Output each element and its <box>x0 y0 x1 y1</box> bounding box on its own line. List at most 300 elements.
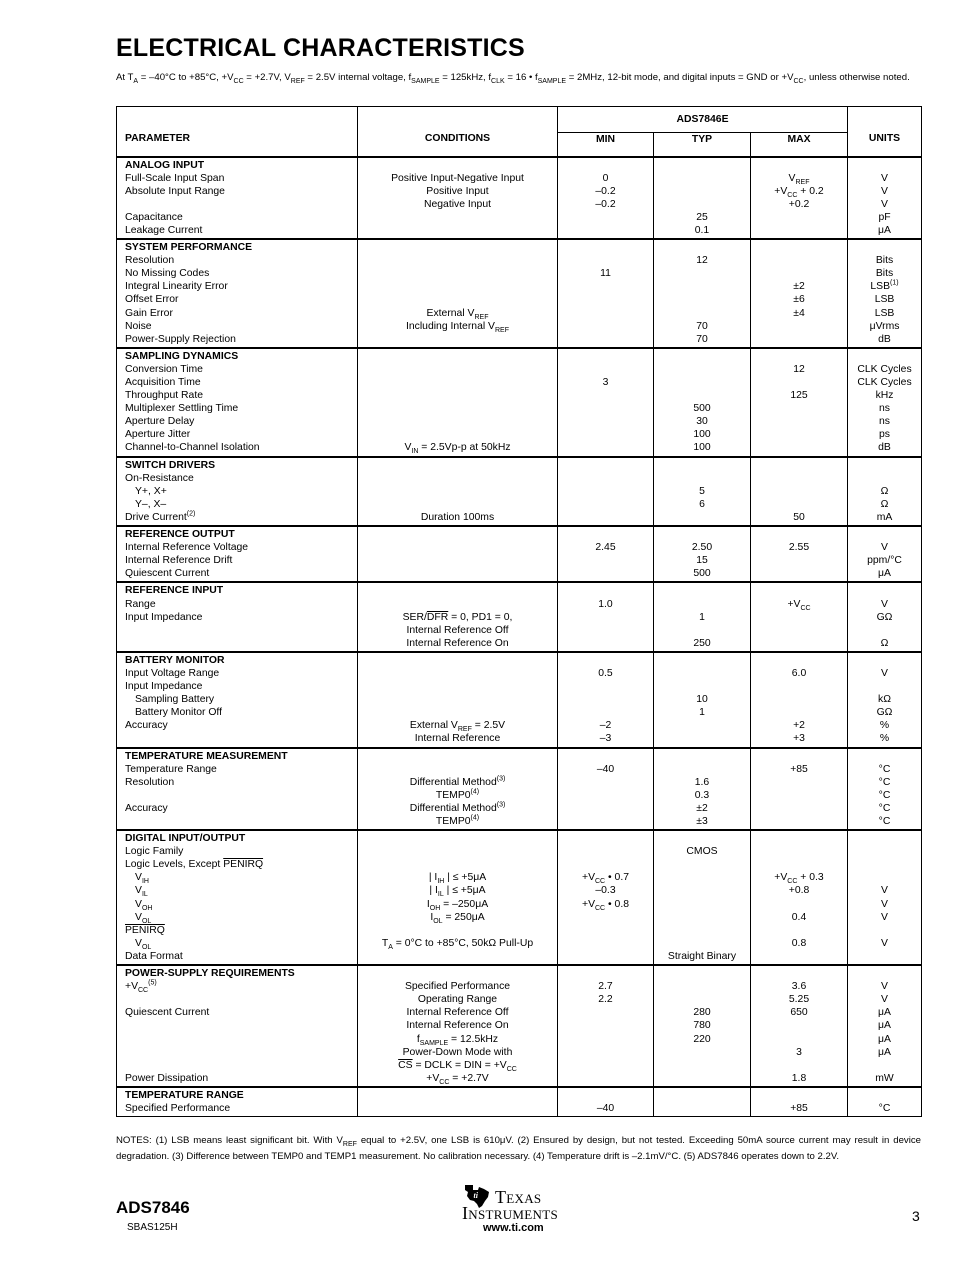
parameter-value <box>117 1019 357 1032</box>
max-cell <box>751 652 848 748</box>
parameter-value: No Missing Codes <box>125 268 210 280</box>
max-cell <box>751 830 848 965</box>
blank-line <box>654 159 750 172</box>
condition-value: Positive Input-Negative Input <box>391 172 524 184</box>
max-value: 12 <box>793 363 805 375</box>
unit-value: V <box>881 172 888 184</box>
parameter-value: Throughput Rate <box>125 390 203 402</box>
parameter-value: Input Impedance <box>125 611 203 623</box>
min-value: 1.0 <box>598 598 613 610</box>
min-value <box>558 280 653 293</box>
unit-value: dB <box>878 442 891 454</box>
typ-value: 250 <box>693 637 711 649</box>
logo-text-line1: TEXAS <box>495 1187 542 1207</box>
condition-value <box>358 211 557 224</box>
blank-line <box>751 528 847 541</box>
unit-cell <box>848 157 922 240</box>
min-value: –40 <box>596 1102 615 1114</box>
min-value: $+V_{CC}$ • 0.7 <box>582 872 629 886</box>
condition-value <box>358 763 557 776</box>
unit-cell <box>848 652 922 748</box>
condition-value <box>358 667 557 680</box>
blank-line <box>654 967 750 980</box>
typ-value: 12 <box>696 255 708 267</box>
blank-line <box>558 584 653 597</box>
max-value <box>751 472 847 485</box>
max-cell <box>751 526 848 582</box>
unit-value: μVrms <box>869 320 900 332</box>
blank-line <box>848 350 921 363</box>
typ-value <box>654 858 750 871</box>
typ-value: 70 <box>696 320 708 332</box>
condition-value <box>358 693 557 706</box>
max-value: $+V_{CC} + 0.3$ <box>774 872 824 886</box>
unit-value: μA <box>878 1046 891 1058</box>
min-value: 3 <box>602 377 609 388</box>
page-title: ELECTRICAL CHARACTERISTICS <box>116 34 525 62</box>
typ-value: ±2 <box>696 802 708 814</box>
unit-value <box>848 924 921 937</box>
typ-value: 100 <box>693 442 711 454</box>
min-value <box>558 776 653 789</box>
min-value: 2.45 <box>595 542 616 554</box>
parameter-value: $V_{IL}$ <box>135 885 148 899</box>
unit-cell <box>848 748 922 831</box>
max-value <box>751 402 847 415</box>
max-value <box>751 802 847 815</box>
condition-cell <box>358 830 558 965</box>
parameter-value: Leakage Current <box>125 224 203 236</box>
parameter-value: Gain Error <box>125 307 173 319</box>
condition-cell <box>358 748 558 831</box>
parameter-cell <box>117 1087 358 1117</box>
unit-value: ns <box>879 403 890 415</box>
blank-line <box>358 241 557 254</box>
condition-value <box>358 402 557 415</box>
unit-value: μA <box>878 1033 891 1045</box>
parameter-cell <box>117 526 358 582</box>
min-value <box>558 950 653 963</box>
typ-value <box>654 763 750 776</box>
blank-line <box>558 459 653 472</box>
min-value: –0.2 <box>595 185 616 197</box>
blank-line <box>358 832 557 845</box>
unit-cell <box>848 965 922 1087</box>
min-header: MIN <box>558 132 654 157</box>
parameter-value: Specified Performance <box>125 1102 231 1114</box>
max-value <box>751 637 847 650</box>
min-cell <box>558 965 654 1087</box>
section-digital-input-output <box>117 830 922 965</box>
blank-line <box>654 750 750 763</box>
logo-text-line2: INSTRUMENTS <box>462 1203 558 1223</box>
unit-cell <box>848 348 922 457</box>
typ-value <box>654 884 750 897</box>
typ-value: 5 <box>699 485 705 497</box>
parameter-value: PENIRQ <box>125 924 165 936</box>
parameter-value: Power-Supply Rejection <box>125 333 236 345</box>
blank-line <box>751 967 847 980</box>
condition-value <box>358 280 557 293</box>
condition-cell <box>358 965 558 1087</box>
min-value <box>558 858 653 871</box>
condition-value: $T_A = 0^\circ C$ to +85°C, 50kΩ Pull-Up <box>381 937 534 951</box>
section-power-supply-requirements <box>117 965 922 1087</box>
typ-value <box>654 267 750 280</box>
conditions-header: CONDITIONS <box>358 132 558 157</box>
unit-value: GΩ <box>876 611 893 623</box>
min-value <box>558 402 653 415</box>
blank-line <box>751 1089 847 1102</box>
min-value <box>558 937 653 950</box>
blank-line <box>848 459 921 472</box>
part-number: ADS7846 <box>116 1198 190 1217</box>
section-row <box>117 348 922 457</box>
condition-value <box>358 333 557 346</box>
parameter-value <box>117 789 357 802</box>
max-value <box>751 1019 847 1032</box>
typ-value: 500 <box>693 403 711 415</box>
typ-cell <box>654 965 751 1087</box>
max-value <box>751 776 847 789</box>
parameter-value <box>117 1033 357 1046</box>
typ-value: 1 <box>699 707 705 719</box>
typ-value <box>654 980 750 993</box>
unit-value: V <box>881 898 888 910</box>
section-row <box>117 157 922 240</box>
blank-line <box>558 241 653 254</box>
typ-value: 280 <box>693 1007 711 1019</box>
condition-cell <box>358 652 558 748</box>
typ-value <box>654 624 750 637</box>
unit-value: °C <box>878 789 891 801</box>
min-value <box>558 637 653 650</box>
blank-line <box>654 1089 750 1102</box>
typ-value: 1 <box>699 611 705 623</box>
condition-value: External $V_{REF} = 2.5V$ <box>409 720 506 734</box>
unit-value: °C <box>878 1102 891 1114</box>
max-value <box>751 320 847 333</box>
blank-line <box>358 159 557 172</box>
min-value <box>558 1006 653 1019</box>
condition-value: | $I_{IH}$ | ≤ +5μA <box>428 872 487 886</box>
parameter-value: Internal Reference Drift <box>125 555 233 567</box>
condition-cell <box>358 582 558 651</box>
parameter-value: Multiplexer Settling Time <box>125 403 239 415</box>
condition-value: External $V_{REF}$ <box>426 307 489 321</box>
header-spacer <box>358 107 558 133</box>
website-url: www.ti.com <box>483 1222 544 1234</box>
parameter-value: Range <box>125 598 156 610</box>
typ-cell <box>654 457 751 526</box>
min-cell <box>558 457 654 526</box>
condition-value <box>358 598 557 611</box>
section-switch-drivers <box>117 457 922 526</box>
max-value <box>751 567 847 580</box>
typ-value: 0.3 <box>694 789 710 801</box>
blank-line <box>848 1089 921 1102</box>
unit-value: Bits <box>875 255 894 267</box>
unit-value: CLK Cycles <box>857 363 912 375</box>
unit-value: °C <box>878 802 891 814</box>
parameter-value: Drive Current$^{(2)}$ <box>125 510 196 523</box>
section-header: SYSTEM PERFORMANCE <box>125 242 253 254</box>
parameter-value: Logic Family <box>125 846 184 858</box>
min-cell <box>558 157 654 240</box>
parameter-value: Channel-to-Channel Isolation <box>125 442 260 454</box>
max-cell <box>751 157 848 240</box>
unit-value <box>848 680 921 693</box>
blank-line <box>558 654 653 667</box>
typ-value <box>654 376 750 389</box>
typ-value: Straight Binary <box>667 950 737 962</box>
unit-value <box>848 472 921 485</box>
typ-value <box>654 924 750 937</box>
condition-value <box>358 254 557 267</box>
condition-value: Internal Reference On <box>406 1020 509 1032</box>
unit-cell <box>848 239 922 348</box>
parameter-value: $V_{OL}$ <box>135 937 152 951</box>
max-header: MAX <box>751 132 848 157</box>
section-temperature-measurement <box>117 748 922 831</box>
section-reference-input <box>117 582 922 651</box>
unit-cell <box>848 1087 922 1117</box>
max-value <box>751 693 847 706</box>
min-value: –3 <box>599 733 612 745</box>
svg-text:ti: ti <box>473 1191 478 1200</box>
max-cell <box>751 1087 848 1117</box>
unit-value: Ω <box>880 498 889 510</box>
min-value <box>558 485 653 498</box>
max-value: 1.8 <box>791 1072 807 1084</box>
blank-line <box>358 967 557 980</box>
parameter-value: Capacitance <box>125 211 183 223</box>
unit-value: dB <box>878 333 891 345</box>
max-value: ±2 <box>793 281 805 293</box>
typ-cell <box>654 582 751 651</box>
typ-value <box>654 185 750 198</box>
parameter-value <box>117 1059 357 1072</box>
max-value <box>751 485 847 498</box>
blank-line <box>558 528 653 541</box>
section-header: REFERENCE INPUT <box>125 585 224 597</box>
unit-value <box>848 845 921 858</box>
blank-line <box>358 459 557 472</box>
blank-line <box>848 832 921 845</box>
typ-value <box>654 363 750 376</box>
parameter-value: Sampling Battery <box>135 694 215 706</box>
unit-value: GΩ <box>876 707 893 719</box>
condition-value <box>358 541 557 554</box>
min-cell <box>558 239 654 348</box>
parameter-value: Noise <box>125 320 152 332</box>
condition-value: $I_{OH} = -250\mu A$ <box>426 898 489 912</box>
max-value <box>751 624 847 637</box>
parameter-value: $V_{OH}$ <box>135 898 153 912</box>
max-value <box>751 254 847 267</box>
unit-value: V <box>881 911 888 923</box>
condition-value: Duration 100ms <box>420 511 495 523</box>
parameter-cell <box>117 652 358 748</box>
unit-value: pF <box>878 211 891 223</box>
condition-cell <box>358 1087 558 1117</box>
parameter-value: Full-Scale Input Span <box>125 172 225 184</box>
max-cell <box>751 582 848 651</box>
parameter-value: Resolution <box>125 776 175 788</box>
blank-line <box>654 654 750 667</box>
section-analog-input <box>117 157 922 240</box>
max-value: $V_{REF}$ <box>788 172 810 186</box>
unit-value: LSB <box>874 294 895 306</box>
section-row <box>117 965 922 1087</box>
condition-value: TEMP0$^{(4)}$ <box>435 814 480 827</box>
max-value: ±4 <box>793 307 805 319</box>
typ-value <box>654 680 750 693</box>
max-value <box>751 428 847 441</box>
min-value <box>558 789 653 802</box>
condition-value: Differential Method$^{(3)}$ <box>409 801 506 814</box>
parameter-value: Temperature Range <box>125 763 217 775</box>
blank-line <box>848 528 921 541</box>
condition-value <box>358 924 557 937</box>
typ-value: ±3 <box>696 816 708 827</box>
section-row <box>117 1087 922 1117</box>
blank-line <box>558 159 653 172</box>
parameter-cell <box>117 582 358 651</box>
parameter-value: Aperture Jitter <box>125 429 191 441</box>
max-value <box>751 611 847 624</box>
typ-value: 780 <box>693 1020 711 1032</box>
header-spacer <box>848 107 922 133</box>
max-value <box>751 845 847 858</box>
unit-value: ns <box>879 416 890 428</box>
section-battery-monitor <box>117 652 922 748</box>
parameter-value <box>117 637 357 650</box>
unit-cell <box>848 582 922 651</box>
section-reference-output <box>117 526 922 582</box>
parameter-value: Input Voltage Range <box>125 667 220 679</box>
parameter-value: Internal Reference Voltage <box>125 542 249 554</box>
unit-cell <box>848 830 922 965</box>
max-value <box>751 554 847 567</box>
blank-line <box>654 350 750 363</box>
blank-line <box>848 654 921 667</box>
typ-cell <box>654 239 751 348</box>
condition-value <box>358 293 557 306</box>
typ-value <box>654 911 750 924</box>
parameter-cell <box>117 830 358 965</box>
min-value <box>558 472 653 485</box>
min-value <box>558 441 653 454</box>
condition-value <box>358 845 557 858</box>
typ-cell <box>654 830 751 965</box>
blank-line <box>358 528 557 541</box>
condition-cell <box>358 348 558 457</box>
blank-line <box>654 528 750 541</box>
max-value <box>751 706 847 719</box>
blank-line <box>751 832 847 845</box>
max-value: +3 <box>793 733 805 745</box>
unit-value: V <box>881 885 888 897</box>
section-header: TEMPERATURE RANGE <box>125 1089 244 1101</box>
blank-line <box>848 159 921 172</box>
typ-value <box>654 307 750 320</box>
unit-value: °C <box>878 763 891 775</box>
blank-line <box>654 459 750 472</box>
typ-value: 15 <box>696 555 708 567</box>
parameter-value: $+V_{CC}^{(5)}$ <box>125 979 157 995</box>
parameter-cell <box>117 457 358 526</box>
blank-line <box>848 967 921 980</box>
min-value <box>558 815 653 828</box>
parameter-value: Accuracy <box>125 802 168 814</box>
section-temperature-range <box>117 1087 922 1117</box>
section-header: REFERENCE OUTPUT <box>125 529 235 541</box>
typ-value <box>654 172 750 185</box>
parameter-value: Absolute Input Range <box>125 185 225 197</box>
condition-value <box>358 376 557 389</box>
typ-value: 220 <box>693 1033 711 1045</box>
section-header: BATTERY MONITOR <box>125 654 225 666</box>
section-sampling-dynamics <box>117 348 922 457</box>
footnotes: NOTES: (1) LSB means least significant bit. With $V_{REF}$ equal to +2.5V, one LSB is 610μV. (2) Ensured by design, but not tested. Exceeding 50mA source current may result in device degradation. (3) Difference between TEMP0 and TEMP1 measurement. No calibration necessary. (4) Temperature drift is –2.1mV/°C. (5) ADS7846 operates down to 2.2V. <box>116 1135 921 1162</box>
typ-value <box>654 389 750 402</box>
unit-value: °C <box>878 776 891 788</box>
max-value <box>751 950 847 963</box>
parameter-value: Quiescent Current <box>125 1007 210 1019</box>
parameter-value <box>117 732 357 745</box>
condition-value <box>358 428 557 441</box>
typ-value: 10 <box>696 694 708 706</box>
min-value <box>558 624 653 637</box>
typ-value: CMOS <box>686 846 718 858</box>
parameter-cell <box>117 239 358 348</box>
min-value <box>558 1059 653 1072</box>
unit-value: kHz <box>875 390 894 402</box>
max-value <box>751 898 847 911</box>
max-value <box>751 224 847 237</box>
max-value: 3 <box>796 1046 802 1058</box>
unit-value: μA <box>878 1020 891 1032</box>
typ-value: 25 <box>696 211 708 223</box>
parameter-cell <box>117 157 358 240</box>
unit-value: LSB <box>874 307 895 319</box>
blank-line <box>848 584 921 597</box>
section-row <box>117 239 922 348</box>
min-value <box>558 511 653 524</box>
blank-line <box>358 654 557 667</box>
condition-value <box>358 498 557 511</box>
max-cell <box>751 965 848 1087</box>
typ-value: 500 <box>693 568 711 580</box>
unit-value: mA <box>876 511 893 523</box>
parameter-cell <box>117 748 358 831</box>
parameter-value <box>117 198 357 211</box>
condition-value: Internal Reference Off <box>406 1007 509 1019</box>
max-value <box>751 1033 847 1046</box>
typ-value: 30 <box>696 416 708 428</box>
unit-cell <box>848 526 922 582</box>
max-value: +2 <box>793 720 805 732</box>
condition-value: $\overline{CS}$ = DCLK = DIN = $+V_{CC}$ <box>398 1059 517 1073</box>
parameter-value: Quiescent Current <box>125 568 210 580</box>
parameter-value: Data Format <box>125 950 183 962</box>
unit-value: V <box>881 667 888 679</box>
unit-value: V <box>881 542 888 554</box>
parameter-value: Input Impedance <box>125 681 203 693</box>
blank-line <box>558 832 653 845</box>
blank-line <box>751 159 847 172</box>
